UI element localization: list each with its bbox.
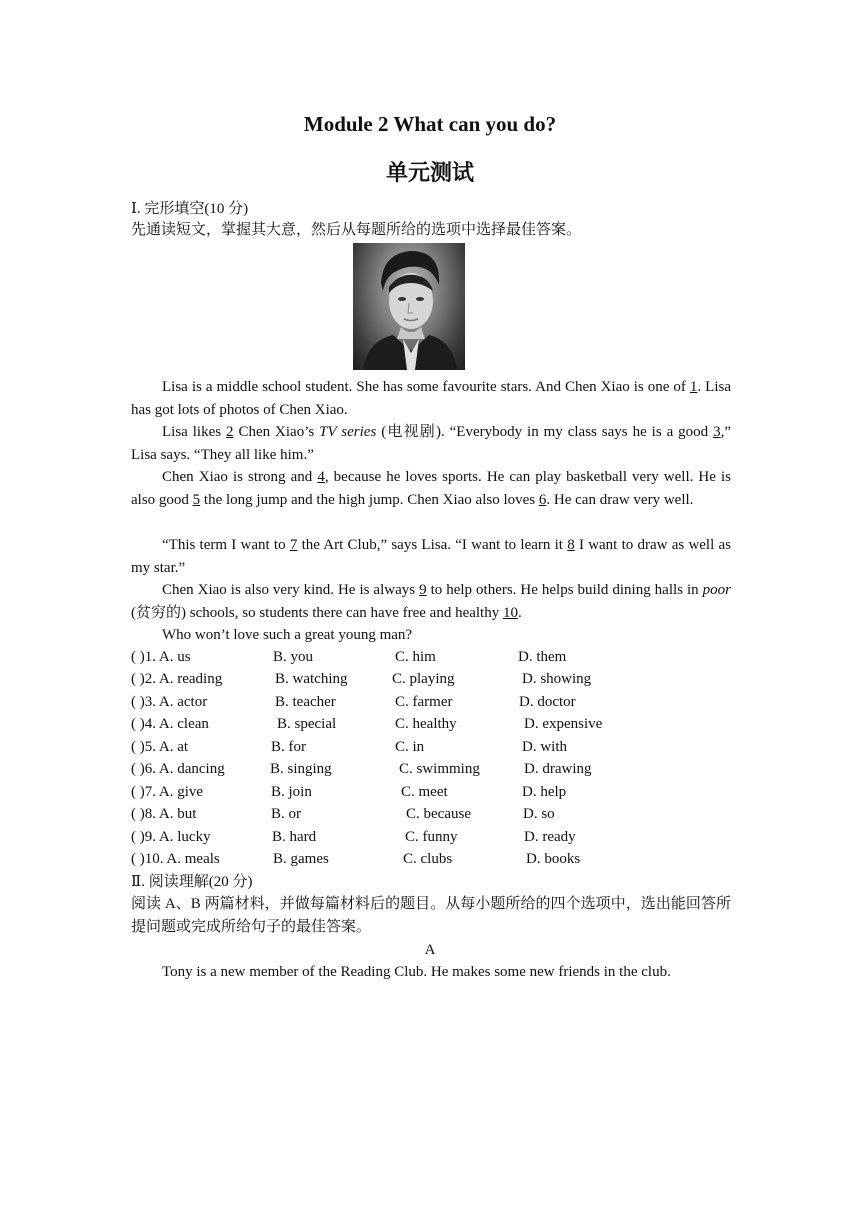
blank-10: 10	[502, 604, 518, 621]
question-option-a: ( )5. A. at	[131, 739, 189, 755]
question-option-c: C. swimming	[399, 761, 480, 777]
blank-4: 4	[317, 469, 325, 485]
section-2-instruction: 阅读 A、B 两篇材料，并做每篇材料后的题目。从每小题所给的四个选项中，选出能回答所提问题或完成所给句子的最佳答案。	[131, 896, 731, 935]
blank-3: 3	[713, 424, 721, 440]
section-1-heading: Ⅰ. 完形填空(10 分)	[131, 201, 249, 217]
question-option-a: ( )9. A. lucky	[131, 829, 211, 845]
page-title: Module 2 What can you do?	[303, 112, 557, 136]
passage-text: “This term I want to	[162, 537, 290, 553]
passage-text: . Lisa has got lots of photos of Chen Xiao.	[131, 379, 731, 418]
portrait-photo	[353, 243, 465, 370]
question-option-b: B. hard	[272, 829, 317, 845]
passage-text: (贫穷的) schools, so students there can have free and healthy	[131, 604, 503, 621]
passage-paragraph-3	[131, 466, 731, 511]
question-option-d: D. expensive	[524, 716, 603, 732]
question-option-d: D. them	[518, 649, 567, 665]
question-row	[131, 713, 751, 735]
portrait-image	[353, 243, 465, 370]
passage-paragraph-6: Who won’t love such a great young man?	[162, 627, 413, 643]
passage-text: ,” Lisa says. “They all like him.”	[131, 424, 732, 463]
question-option-d: D. showing	[522, 671, 592, 687]
question-option-b: B. watching	[275, 671, 348, 687]
section-2-heading: Ⅱ. 阅读理解(20 分)	[131, 874, 253, 890]
question-option-d: D. help	[522, 784, 567, 800]
tv-series-term: TV series	[319, 424, 377, 440]
section-1-instruction: 先通读短文，掌握其大意，然后从每题所给的选项中选择最佳答案。	[131, 222, 582, 238]
blank-1: 1	[689, 379, 698, 395]
blank-7: 7	[289, 537, 298, 553]
question-row	[131, 781, 751, 803]
question-option-b: B. special	[277, 716, 337, 732]
passage-text: Chen Xiao’s	[233, 424, 320, 440]
question-option-a: ( )7. A. give	[131, 784, 204, 800]
question-option-b: B. for	[271, 739, 306, 755]
question-option-a: ( )8. A. but	[131, 806, 197, 822]
passage-text: the long jump and the high jump. Chen Xiao also loves	[200, 491, 539, 508]
question-option-b: B. singing	[270, 761, 332, 777]
passage-text: .	[517, 604, 522, 621]
page-subtitle: 单元测试	[385, 161, 474, 186]
question-option-c: C. clubs	[403, 851, 453, 867]
blank-8: 8	[567, 537, 575, 553]
passage-text: the Art Club,” says Lisa. “I want to learn it	[297, 537, 568, 553]
question-option-c: C. in	[395, 739, 425, 755]
question-row	[131, 736, 751, 758]
question-option-c: C. because	[406, 806, 471, 822]
question-option-c: C. meet	[401, 784, 448, 800]
question-option-c: C. healthy	[395, 716, 457, 732]
question-row	[131, 691, 751, 713]
question-option-a: ( )3. A. actor	[131, 694, 208, 710]
part-a-text: Tony is a new member of the Reading Club. He makes some new friends in the club.	[162, 964, 671, 980]
passage-text: Lisa likes	[162, 424, 227, 440]
question-option-b: B. you	[273, 649, 314, 665]
question-option-d: D. books	[526, 851, 581, 867]
passage-text: Chen Xiao is strong and	[162, 469, 318, 485]
question-option-c: C. him	[395, 649, 436, 665]
part-a-label: A	[424, 942, 436, 958]
question-option-b: B. join	[271, 784, 312, 800]
passage-text: I want to draw as well as my star.”	[131, 537, 731, 576]
question-option-a: ( )1. A. us	[131, 649, 191, 665]
question-option-a: ( )2. A. reading	[131, 671, 223, 687]
question-option-b: B. games	[273, 851, 329, 867]
question-row	[131, 758, 751, 780]
blank-5: 5	[192, 491, 201, 508]
passage-paragraph-4	[131, 534, 731, 579]
passage-paragraph-5	[131, 579, 731, 624]
question-option-d: D. with	[522, 739, 567, 755]
question-option-c: C. farmer	[395, 694, 453, 710]
question-option-b: B. teacher	[275, 694, 336, 710]
passage-text: Chen Xiao is also very kind. He is always	[162, 582, 420, 598]
question-option-c: C. funny	[405, 829, 458, 845]
question-option-a: ( )6. A. dancing	[131, 761, 225, 777]
question-row	[131, 826, 751, 848]
question-option-a: ( )10. A. meals	[131, 851, 220, 867]
poor-term: poor	[702, 582, 731, 598]
blank-2: 2	[226, 424, 234, 440]
passage-text: (电视剧). “Everybody in my class says he is a good	[376, 424, 714, 440]
question-option-d: D. so	[523, 806, 555, 822]
passage-paragraph-2	[131, 421, 731, 466]
question-row	[131, 668, 751, 690]
passage-paragraph-1	[131, 376, 731, 421]
question-option-a: ( )4. A. clean	[131, 716, 209, 732]
question-row	[131, 803, 751, 825]
question-row	[131, 646, 751, 668]
question-option-c: C. playing	[392, 671, 455, 687]
passage-text: , because he loves sports. He can play basketball very well. He is also good	[131, 469, 731, 508]
blank-6: 6	[538, 491, 547, 508]
blank-9: 9	[419, 582, 427, 598]
passage-text: Lisa is a middle school student. She has some favourite stars. And Chen Xiao is one of	[162, 379, 690, 395]
question-row	[131, 848, 751, 870]
question-option-d: D. doctor	[519, 694, 576, 710]
question-option-d: D. drawing	[524, 761, 592, 777]
passage-text: to help others. He helps build dining halls in	[426, 582, 703, 598]
passage-text: . He can draw very well.	[546, 491, 694, 508]
question-option-d: D. ready	[524, 829, 576, 845]
question-option-b: B. or	[271, 806, 301, 822]
